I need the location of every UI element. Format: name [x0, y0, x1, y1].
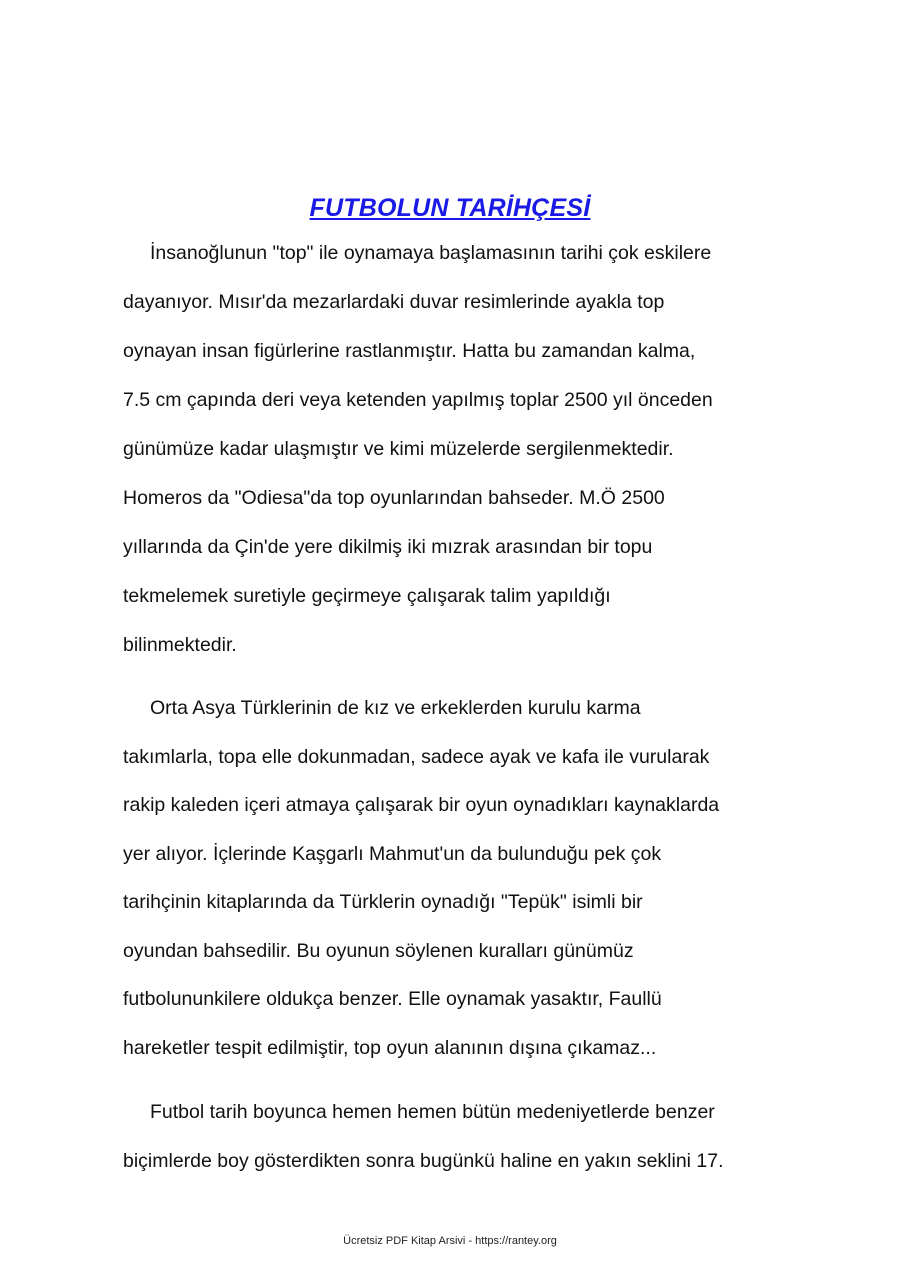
page-footer: Ücretsiz PDF Kitap Arsivi - https://rantey.org — [343, 1235, 557, 1247]
paragraph-1-line-8: tekmelemek suretiyle geçirmeye çalışarak talim yapıldığı — [123, 585, 611, 607]
paragraph-2-line-4: yer alıyor. İçlerinde Kaşgarlı Mahmut'un da bulunduğu pek çok — [123, 843, 662, 865]
paragraph-1-line-2: dayanıyor. Mısır'da mezarlardaki duvar resimlerinde ayakla top — [123, 291, 665, 313]
paragraph-1-line-7: yıllarında da Çin'de yere dikilmiş iki mızrak arasından bir topu — [123, 536, 653, 558]
paragraph-1-line-3: oynayan insan figürlerine rastlanmıştır. Hatta bu zamandan kalma, — [123, 340, 696, 362]
paragraph-2-line-6: oyundan bahsedilir. Bu oyunun söylenen kuralları günümüz — [123, 940, 634, 962]
paragraph-1-line-4: 7.5 cm çapında deri veya ketenden yapılmış toplar 2500 yıl önceden — [123, 389, 713, 411]
paragraph-2-line-1: Orta Asya Türklerinin de kız ve erkeklerden kurulu karma — [150, 697, 641, 719]
paragraph-3-line-1: Futbol tarih boyunca hemen hemen bütün medeniyetlerde benzer — [150, 1101, 715, 1123]
document-title: FUTBOLUN TARİHÇESİ — [309, 194, 591, 222]
paragraph-3-line-2: biçimlerde boy gösterdikten sonra bugünkü haline en yakın seklini 17. — [123, 1150, 724, 1172]
paragraph-1-line-1: İnsanoğlunun "top" ile oynamaya başlamasının tarihi çok eskilere — [150, 242, 712, 264]
paragraph-1-line-9: bilinmektedir. — [123, 634, 237, 656]
paragraph-2-line-3: rakip kaleden içeri atmaya çalışarak bir oyun oynadıkları kaynaklarda — [123, 794, 720, 816]
paragraph-1-line-5: günümüze kadar ulaşmıştır ve kimi müzelerde sergilenmektedir. — [123, 438, 674, 460]
paragraph-1-line-6: Homeros da "Odiesa"da top oyunlarından bahseder. M.Ö 2500 — [123, 487, 665, 509]
paragraph-2-line-5: tarihçinin kitaplarında da Türklerin oynadığı "Tepük" isimli bir — [123, 891, 643, 913]
paragraph-2-line-2: takımlarla, topa elle dokunmadan, sadece ayak ve kafa ile vurularak — [123, 746, 710, 768]
paragraph-2-line-7: futbolununkilere oldukça benzer. Elle oynamak yasaktır, Faullü — [123, 988, 662, 1010]
paragraph-2-line-8: hareketler tespit edilmiştir, top oyun alanının dışına çıkamaz... — [123, 1037, 657, 1059]
